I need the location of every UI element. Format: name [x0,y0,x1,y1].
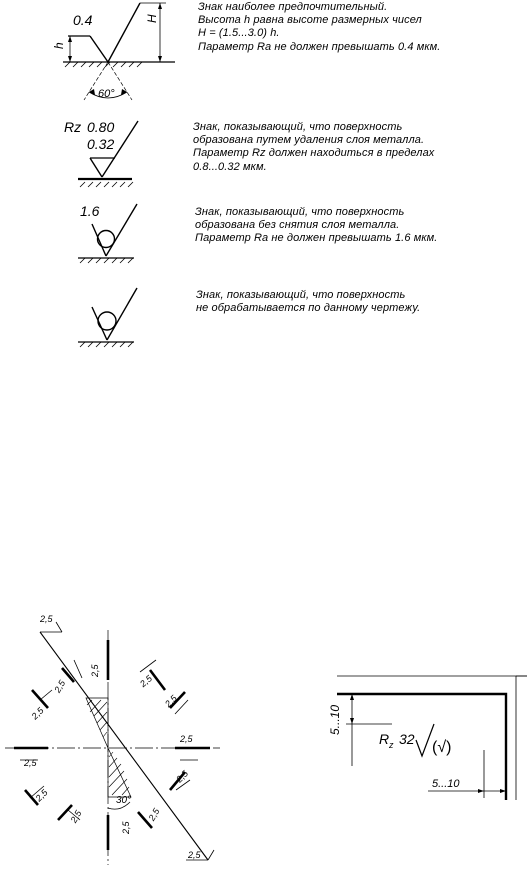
orientation-value: 2,5 [40,614,53,624]
sign2-line-4: 0.8...0.32 мкм. [193,160,267,173]
sign2-line-3: Параметр Rz должен находиться в пределах [193,147,435,160]
sign1-line-3: H = (1.5...3.0) h. [198,27,280,40]
placement-labels [328,705,460,790]
placement-dim-horizontal: 5...10 [432,778,460,790]
orientation-value: 2,5 [52,678,68,695]
sign2-rz-label: Rz [64,119,82,135]
sign4-description [196,289,420,315]
orientation-value: 2,5 [146,806,162,823]
sign1-H-label: H [145,14,159,23]
sign3-value: 1.6 [80,203,100,219]
orientation-value: 2,5 [174,768,191,785]
sign2-description [193,121,434,174]
placement-dim-vertical: 5...10 [328,704,342,735]
sign3-line-1: Знак, показывающий, что поверхность [195,206,405,218]
sign1-line-4: Параметр Ra не должен превышать 0.4 мкм. [198,40,441,53]
placement-rz-R: R [379,731,390,747]
sign4-line-1: Знак, показывающий, что поверхность [196,289,406,301]
sign4-line-2: не обрабатывается по данному чертежу. [196,302,421,315]
sign1-line-2: Высота h равна высоте размерных чисел [198,14,422,27]
placement-rz-value: 32 [399,731,415,747]
sign1-line-1: Знак наиболее предпочтительный. [198,1,388,13]
orientation-value: 2,5 [188,850,201,860]
orientation-value: 2,5 [121,821,131,834]
sign1-h-label: h [52,42,66,49]
sign2-line-1: Знак, показывающий, что поверхность [193,121,403,133]
placement-bracket-sign: (√) [432,739,452,756]
sign3-line-2: образована без снятия слоя металла. [195,219,400,232]
orientation-value: 2,5 [68,808,84,825]
orientation-angle-label: 30° [116,795,132,806]
placement-rz-subscript: z [389,740,394,750]
orientation-value: 2,5 [162,693,179,710]
sign2-upper-value: 0.80 [87,119,115,135]
orientation-value: 2,5 [180,734,193,744]
sign4-symbol [78,288,137,347]
orientation-value: 2,5 [90,664,100,677]
orientation-value: 2,5 [137,673,154,690]
sign1-angle-label: 60° [98,88,115,100]
sign2-line-2: образована путем удаления слоя металла. [193,134,425,147]
orientation-value: 2,5 [24,758,37,768]
sign3-line-3: Параметр Ra не должен превышать 1.6 мкм. [195,232,438,245]
orientation-value: 2,5 [29,705,46,722]
sign2-lower-value: 0.32 [87,136,115,152]
sign1-description [198,1,440,54]
orientation-value: 2,5 [33,787,50,804]
sign3-description [195,206,437,246]
orientation-labels [23,614,202,860]
sign1-value: 0.4 [73,12,93,28]
